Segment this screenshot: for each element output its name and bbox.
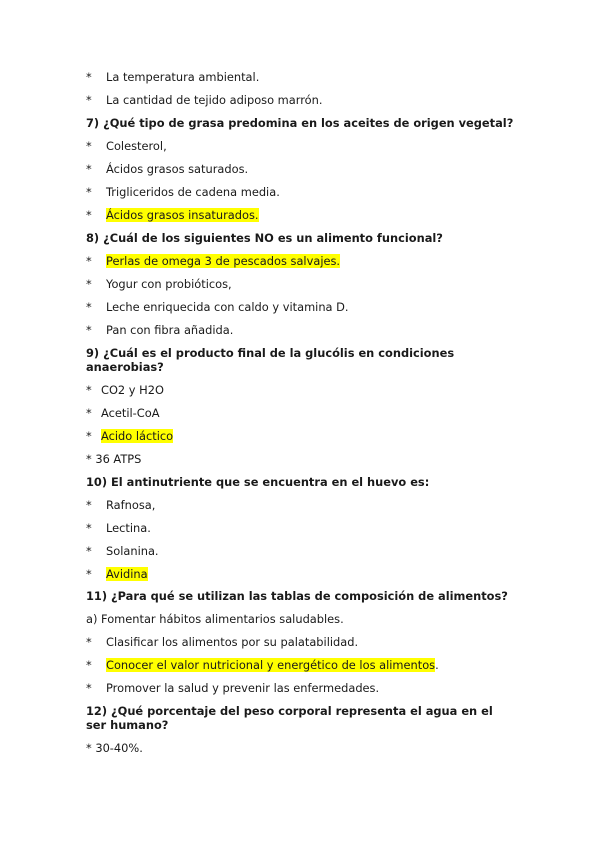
answer-option: [86, 70, 259, 84]
answer-option: [86, 383, 164, 397]
bullet-marker: *: [86, 567, 92, 581]
question-title: 8) ¿Cuál de los siguientes NO es un alimento funcional?: [86, 231, 443, 245]
bullet-marker: *: [86, 406, 92, 420]
answer-option-correct: [86, 208, 259, 222]
bullet-marker: *: [86, 429, 92, 443]
bullet-marker: *: [86, 521, 92, 535]
bullet-marker: *: [86, 254, 92, 268]
bullet-marker: *: [86, 208, 92, 222]
answer-option: [86, 139, 167, 153]
answer-option: [86, 406, 159, 420]
highlighted-answer-text: Acido láctico: [101, 429, 174, 443]
answer-text: Rafnosa,: [106, 498, 156, 512]
answer-option-correct: [86, 429, 173, 443]
answer-option: [86, 93, 322, 107]
answer-text: Ácidos grasos saturados.: [106, 162, 249, 176]
answer-text: * 36 ATPS: [86, 452, 142, 466]
bullet-marker: *: [86, 658, 92, 672]
answer-text: Acetil-CoA: [101, 406, 160, 420]
highlighted-answer-text: Ácidos grasos insaturados.: [106, 208, 259, 222]
answer-text: * 30-40%.: [86, 741, 143, 755]
answer-text: Pan con fibra añadida.: [106, 323, 234, 337]
answer-option: [86, 612, 344, 626]
bullet-marker: *: [86, 383, 92, 397]
bullet-marker: *: [86, 681, 92, 695]
answer-text: La cantidad de tejido adiposo marrón.: [106, 93, 323, 107]
bullet-marker: *: [86, 544, 92, 558]
bullet-marker: *: [86, 498, 92, 512]
answer-text: Promover la salud y prevenir las enfermedades.: [106, 681, 380, 695]
answer-text-suffix: .: [435, 658, 439, 672]
highlighted-answer-text: Perlas de omega 3 de pescados salvajes.: [106, 254, 341, 268]
answer-option: [86, 681, 379, 695]
answer-option-correct: [86, 658, 439, 672]
answer-option: [86, 521, 151, 535]
answer-option: [86, 635, 358, 649]
bullet-marker: *: [86, 139, 92, 153]
answer-text: La temperatura ambiental.: [106, 70, 260, 84]
question-title: 11) ¿Para qué se utilizan las tablas de composición de alimentos?: [86, 589, 508, 603]
question-title: 12) ¿Qué porcentaje del peso corporal representa el agua en el ser humano?: [86, 704, 493, 732]
answer-text: Colesterol,: [106, 139, 167, 153]
answer-text: Solanina.: [106, 544, 159, 558]
question-title: 10) El antinutriente que se encuentra en el huevo es:: [86, 475, 430, 489]
answer-text: Clasificar los alimentos por su palatabilidad.: [106, 635, 359, 649]
answer-option: [86, 741, 143, 755]
question-title: 7) ¿Qué tipo de grasa predomina en los aceites de origen vegetal?: [86, 116, 514, 130]
answer-option: [86, 277, 232, 291]
answer-text: Leche enriquecida con caldo y vitamina D.: [106, 300, 349, 314]
answer-option: [86, 300, 349, 314]
answer-option: [86, 498, 155, 512]
answer-option: [86, 452, 141, 466]
answer-option: [86, 185, 280, 199]
bullet-marker: *: [86, 277, 92, 291]
bullet-marker: *: [86, 185, 92, 199]
answer-text: a) Fomentar hábitos alimentarios saludables.: [86, 612, 344, 626]
bullet-marker: *: [86, 300, 92, 314]
bullet-marker: *: [86, 162, 92, 176]
bullet-marker: *: [86, 70, 92, 84]
bullet-marker: *: [86, 323, 92, 337]
answer-option: [86, 544, 159, 558]
answer-option: [86, 323, 233, 337]
answer-text: Yogur con probióticos,: [106, 277, 232, 291]
highlighted-answer-text: Conocer el valor nutricional y energético de los alimentos: [106, 658, 436, 672]
answer-text: CO2 y H2O: [101, 383, 164, 397]
answer-option-correct: [86, 567, 148, 581]
answer-option-correct: [86, 254, 340, 268]
highlighted-answer-text: Avidina: [106, 567, 148, 581]
answer-option: [86, 162, 248, 176]
answer-text: Lectina.: [106, 521, 151, 535]
answer-text: Trigliceridos de cadena media.: [106, 185, 280, 199]
question-title: 9) ¿Cuál es el producto final de la glucólis en condiciones anaerobias?: [86, 346, 455, 374]
bullet-marker: *: [86, 635, 92, 649]
bullet-marker: *: [86, 93, 92, 107]
